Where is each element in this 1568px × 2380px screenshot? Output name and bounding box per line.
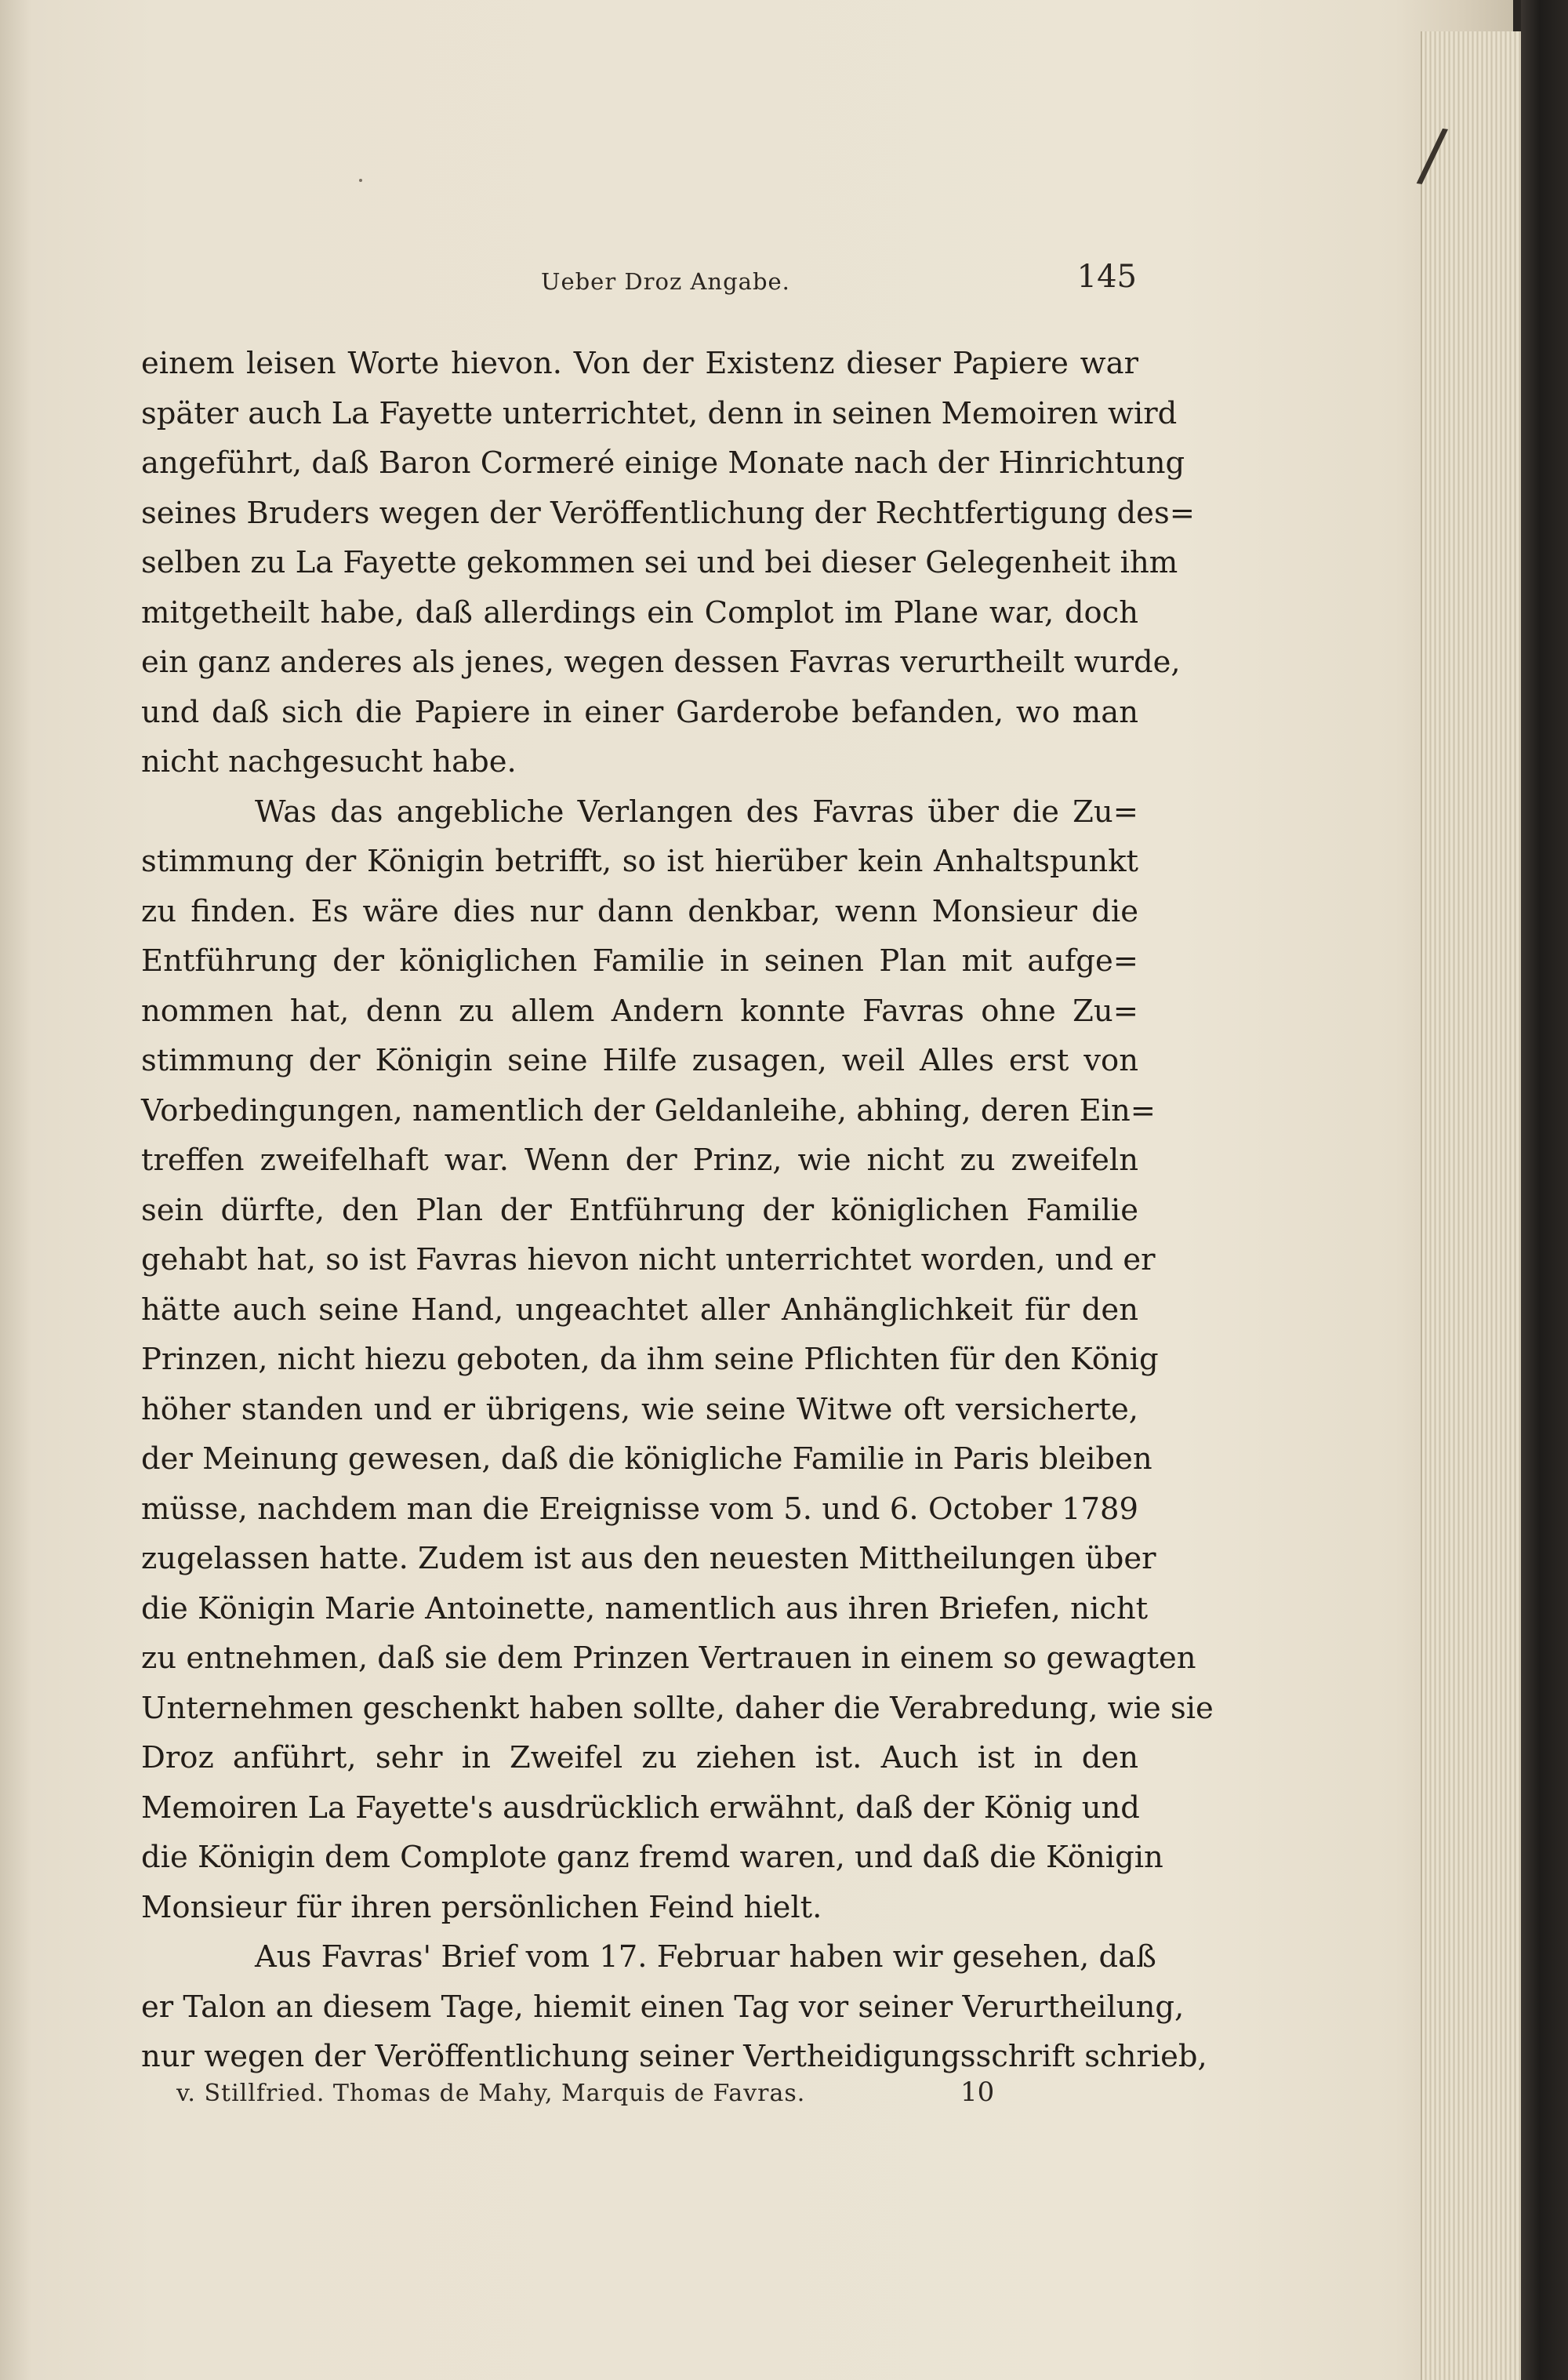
text-line: nicht nachgesucht habe. [141,744,517,779]
stray-mark [359,179,362,182]
text-line: höher standen und er übrigens, wie seine Witwe oft versicherte, [141,1391,1138,1427]
text-line: zu entnehmen, daß sie dem Prinzen Vertrauen in einem so gewagten [141,1641,1196,1676]
text-line: Was das angebliche Verlangen des Favras über die Zu= [255,794,1138,830]
text-line: er Talon an diesem Tage, hiemit einen Tag vor seiner Verurtheilung, [141,1989,1185,2025]
text-line: mitgetheilt habe, daß allerdings ein Complot im Plane war, doch [141,594,1138,630]
book-spine [1521,0,1568,2380]
paragraph-3 [141,1932,1207,2082]
running-title: Ueber Droz Angabe. [541,268,790,295]
text-line: Unternehmen geschenkt haben sollte, daher die Verabredung, wie sie [141,1690,1214,1726]
page-header [141,259,1137,306]
text-line: Entführung der königlichen Familie in seinen Plan mit aufge= [141,943,1138,979]
text-line: und daß sich die Papiere in einer Garderobe befanden, wo man [141,694,1138,730]
text-line: Prinzen, nicht hiezu geboten, da ihm seine Pflichten für den König [141,1342,1159,1377]
printer-signature: 10 [960,2077,995,2108]
text-line: Memoiren La Fayette's ausdrücklich erwähnt, daß der König und [141,1790,1140,1826]
text-line: zu finden. Es wäre dies nur dann denkbar, wenn Monsieur die [141,893,1138,929]
text-line: einem leisen Worte hievon. Von der Existenz dieser Papiere war [141,346,1138,381]
page-edges [1421,31,1532,2380]
text-line: der Meinung gewesen, daß die königliche Familie in Paris bleiben [141,1441,1152,1477]
body-text [141,339,1214,2082]
footer-signature-line: v. Stillfried. Thomas de Mahy, Marquis de Favras. [176,2080,806,2107]
text-line: später auch La Fayette unterrichtet, denn in seinen Memoiren wird [141,395,1178,431]
text-line: müsse, nachdem man die Ereignisse vom 5. und 6. October 1789 [141,1491,1138,1527]
paragraph-2 [141,787,1214,1933]
text-line: angeführt, daß Baron Cormeré einige Monate nach der Hinrichtung [141,445,1185,481]
text-line: gehabt hat, so ist Favras hievon nicht unterrichtet worden, und er [141,1242,1156,1277]
text-line: nommen hat, denn zu allem Andern konnte Favras ohne Zu= [141,993,1138,1029]
text-line: die Königin Marie Antoinette, namentlich aus ihren Briefen, nicht [141,1590,1149,1626]
text-line: stimmung der Königin seine Hilfe zusagen, weil Alles erst von [141,1043,1138,1078]
text-line: Monsieur für ihren persönlichen Feind hielt. [141,1889,822,1925]
text-line: seines Bruders wegen der Veröffentlichung der Rechtfertigung des= [141,495,1195,531]
text-line: zugelassen hatte. Zudem ist aus den neuesten Mittheilungen über [141,1541,1156,1576]
text-line: sein dürfte, den Plan der Entführung der königlichen Familie [141,1192,1138,1228]
text-line: nur wegen der Veröffentlichung seiner Vertheidigungsschrift schrieb, [141,2039,1207,2074]
text-line: treffen zweifelhaft war. Wenn der Prinz, wie nicht zu zweifeln [141,1143,1138,1178]
corner-pencil-mark: / [1414,112,1450,198]
page-footer [176,2077,1007,2119]
text-line: selben zu La Fayette gekommen sei und bei dieser Gelegenheit ihm [141,545,1178,580]
text-line: die Königin dem Complote ganz fremd waren, und daß die Königin [141,1840,1163,1875]
page-number: 145 [1076,259,1137,295]
text-line: Droz anführt, sehr in Zweifel zu ziehen ist. Auch ist in den [141,1740,1138,1775]
text-line: hätte auch seine Hand, ungeachtet aller Anhänglichkeit für den [141,1292,1138,1328]
paragraph-1 [141,339,1195,787]
text-line: ein ganz anderes als jenes, wegen dessen Favras verurtheilt wurde, [141,645,1181,680]
text-line: Vorbedingungen, namentlich der Geldanleihe, abhing, deren Ein= [141,1092,1156,1128]
text-line: stimmung der Königin betrifft, so ist hierüber kein Anhaltspunkt [141,844,1138,879]
text-line: Aus Favras' Brief vom 17. Februar haben wir gesehen, daß [255,1939,1156,1975]
